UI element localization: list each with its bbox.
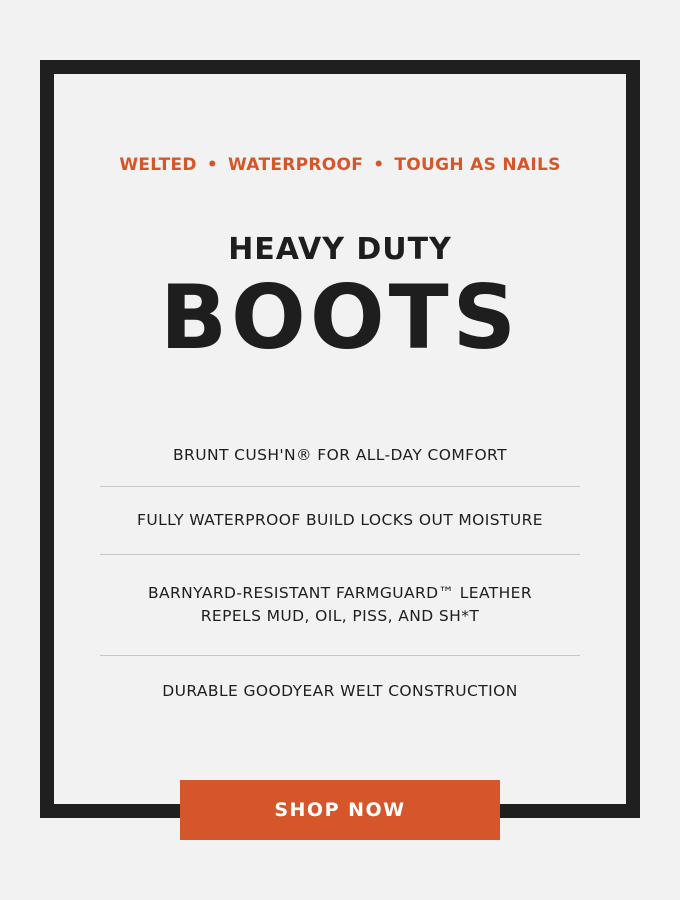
- feature-list: [100, 424, 580, 726]
- tagline-item-tough-as-nails: TOUGH AS NAILS: [394, 155, 561, 175]
- feature-item-waterproof: [100, 487, 580, 555]
- feature-item-welt: [100, 656, 580, 726]
- heading-subtitle: HEAVY DUTY: [228, 232, 452, 267]
- feature-text: BRUNT CUSH'N® FOR ALL-DAY COMFORT: [173, 445, 507, 464]
- tagline-item-welted: WELTED: [119, 155, 197, 175]
- tagline-item-waterproof: WATERPROOF: [228, 155, 364, 175]
- feature-text: DURABLE GOODYEAR WELT CONSTRUCTION: [162, 681, 518, 700]
- feature-text: FULLY WATERPROOF BUILD LOCKS OUT MOISTURE: [137, 511, 543, 529]
- heading-title: BOOTS: [159, 266, 521, 369]
- feature-text-line1: BARNYARD-RESISTANT FARMGUARD™ LEATHER: [147, 584, 533, 602]
- feature-item-leather: [100, 555, 580, 656]
- tagline: [0, 155, 680, 175]
- feature-text-line2: REPELS MUD, OIL, PISS, AND SH*T: [200, 607, 480, 625]
- feature-item-comfort: [100, 424, 580, 487]
- tagline-separator: •: [373, 155, 385, 175]
- tagline-separator: •: [206, 155, 219, 175]
- shop-now-button[interactable]: SHOP NOW: [180, 780, 500, 840]
